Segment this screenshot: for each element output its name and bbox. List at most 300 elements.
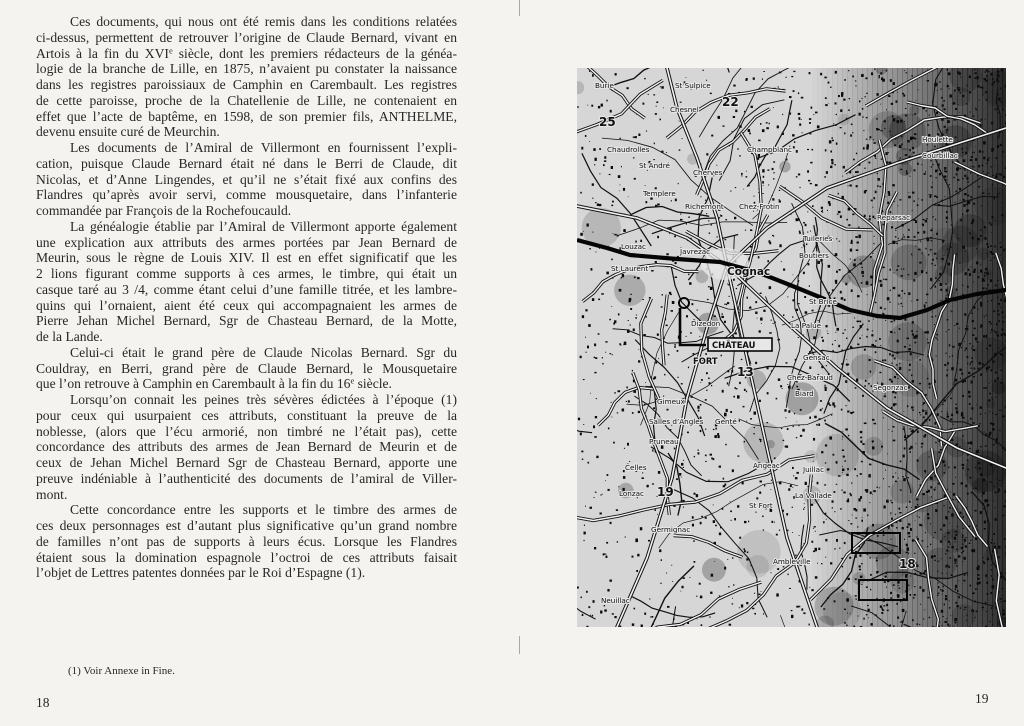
map-speckle <box>947 86 948 87</box>
map-speckle <box>968 201 971 204</box>
map-speckle <box>857 242 859 244</box>
map-speckle <box>669 292 671 294</box>
map-speckle <box>885 393 886 394</box>
map-speckle <box>943 255 944 256</box>
map-speckle <box>711 574 713 577</box>
map-speckle <box>902 306 904 307</box>
map-speckle <box>720 215 722 217</box>
map-speckle <box>994 330 995 332</box>
map-speckle <box>807 232 808 233</box>
map-speckle <box>984 272 985 274</box>
map-speckle <box>1000 202 1001 203</box>
map-speckle <box>767 170 769 171</box>
map-speckle <box>793 90 795 92</box>
map-label: Burie <box>595 81 614 90</box>
map-speckle <box>928 517 930 519</box>
map-speckle <box>595 492 597 493</box>
map-speckle <box>842 590 844 592</box>
map-speckle <box>985 268 987 271</box>
map-speckle <box>759 439 760 441</box>
map-speckle <box>788 410 790 413</box>
map-speckle <box>866 281 869 285</box>
map-speckle <box>955 191 957 193</box>
map-speckle <box>606 100 607 102</box>
map-speckle <box>888 528 889 529</box>
map-speckle <box>912 75 913 77</box>
map-speckle <box>1003 176 1005 179</box>
map-speckle <box>960 512 962 514</box>
map-speckle <box>760 123 761 125</box>
map-speckle <box>688 367 689 369</box>
map-speckle <box>599 248 600 249</box>
map-speckle <box>872 494 873 495</box>
map-speckle <box>758 140 761 142</box>
map-speckle <box>792 507 793 508</box>
map-speckle <box>998 332 999 333</box>
map-speckle <box>940 541 942 543</box>
map-label: Chez-Frotin <box>739 202 780 211</box>
map-speckle <box>753 196 754 197</box>
map-speckle <box>1001 117 1002 118</box>
map-speckle <box>956 173 958 175</box>
map-speckle <box>901 144 903 145</box>
map-speckle <box>879 77 880 79</box>
body-text-line: cation, puisque Claude Bernard était né dans le Berri de Claude, dit <box>36 155 457 171</box>
map-speckle <box>588 606 590 608</box>
map-speckle <box>990 323 992 324</box>
map-speckle <box>966 103 967 104</box>
map-speckle <box>875 340 877 341</box>
map-speckle <box>896 243 898 244</box>
map-speckle <box>783 440 785 441</box>
map-speckle <box>794 141 795 143</box>
map-speckle <box>883 478 884 479</box>
map-speckle <box>719 533 721 536</box>
map-speckle <box>998 297 999 298</box>
map-speckle <box>594 372 596 373</box>
map-speckle <box>942 590 944 592</box>
map-speckle <box>945 283 946 285</box>
map-speckle <box>634 178 636 180</box>
map-speckle <box>995 332 997 334</box>
map-speckle <box>745 230 746 231</box>
map-speckle <box>997 74 1000 78</box>
map-speckle <box>915 246 916 247</box>
map-speckle <box>961 373 963 375</box>
map-speckle <box>955 108 957 110</box>
map-speckle <box>604 605 605 606</box>
map-speckle <box>598 106 600 109</box>
map-speckle <box>733 116 735 118</box>
map-speckle <box>970 418 972 420</box>
map-speckle <box>927 233 928 234</box>
map-speckle <box>870 574 872 576</box>
map-speckle <box>910 428 912 429</box>
map-speckle <box>985 387 987 389</box>
map-speckle <box>877 535 879 537</box>
map-speckle <box>993 500 994 501</box>
map-speckle <box>1001 486 1003 487</box>
map-speckle <box>926 272 928 274</box>
map-speckle <box>947 362 949 364</box>
map-speckle <box>623 188 625 191</box>
map-speckle <box>981 119 983 120</box>
map-speckle <box>882 609 884 611</box>
map-speckle <box>623 476 626 479</box>
map-speckle <box>826 365 827 366</box>
map-speckle <box>987 558 989 560</box>
map-speckle <box>760 440 761 442</box>
map-speckle <box>885 320 886 321</box>
map-speckle <box>813 551 815 553</box>
map-speckle <box>866 147 868 150</box>
map-speckle <box>710 93 712 94</box>
map-speckle <box>953 499 954 500</box>
map-speckle <box>910 353 912 356</box>
map-speckle <box>671 565 672 566</box>
map-speckle <box>945 295 946 296</box>
map-speckle <box>959 446 960 447</box>
map-speckle <box>828 103 829 104</box>
body-text-line: effet que l’acte de baptême, en 1598, de son premier fils, ANTHELME, <box>36 108 457 124</box>
map-speckle <box>955 202 956 203</box>
map-speckle <box>949 557 950 559</box>
map-speckle <box>945 553 946 554</box>
map-label: Louzac <box>621 242 646 251</box>
map-speckle <box>870 492 872 495</box>
map-speckle <box>935 286 937 288</box>
map-speckle <box>868 617 869 618</box>
map-speckle <box>895 514 896 515</box>
map-speckle <box>970 585 972 587</box>
map-speckle <box>900 622 901 623</box>
map-speckle <box>688 217 690 218</box>
map-speckle <box>905 575 908 578</box>
map-speckle <box>594 344 596 347</box>
map-speckle <box>614 320 616 323</box>
map-speckle <box>947 416 950 418</box>
map-speckle <box>739 537 741 539</box>
map-speckle <box>941 625 942 626</box>
map-speckle <box>978 309 979 310</box>
map-speckle <box>919 383 921 385</box>
map-speckle <box>965 485 967 488</box>
body-text-line: La généalogie établie par l’Amiral de Villermont apporte également <box>70 218 457 234</box>
map-speckle <box>660 119 662 121</box>
map-speckle <box>952 355 953 357</box>
map-speckle <box>630 294 632 295</box>
map-speckle <box>955 534 957 536</box>
map-speckle <box>686 77 687 78</box>
map-speckle <box>874 423 877 425</box>
map-speckle <box>658 358 659 359</box>
body-text-line: quins qui l’ornaient, aient été ceux qui accompagnaient les armes de <box>36 297 457 313</box>
map-speckle <box>967 286 969 288</box>
map-speckle <box>824 484 826 485</box>
map-speckle <box>961 413 963 416</box>
map-speckle <box>705 353 706 355</box>
paragraph <box>36 14 457 140</box>
map-shade-blob <box>977 248 989 260</box>
map-label: Salles d’Angles <box>649 417 704 426</box>
map-speckle <box>689 282 691 285</box>
map-speckle <box>939 561 940 562</box>
map-speckle <box>953 177 955 178</box>
map-speckle <box>706 372 708 374</box>
map-speckle <box>999 348 1000 349</box>
map-speckle <box>982 610 983 611</box>
map-speckle <box>844 622 846 623</box>
map-speckle <box>918 249 921 251</box>
map-speckle <box>755 312 757 315</box>
map-speckle <box>653 94 655 95</box>
map-speckle <box>992 399 993 400</box>
map-speckle <box>968 421 969 422</box>
map-speckle <box>983 95 984 96</box>
map-speckle <box>926 218 928 219</box>
map-speckle <box>859 565 861 567</box>
map-speckle <box>914 553 915 554</box>
map-speckle <box>636 314 637 315</box>
map-speckle <box>738 455 740 456</box>
map-speckle <box>875 351 877 353</box>
map-speckle <box>949 356 950 357</box>
map-speckle <box>700 522 702 525</box>
map-speckle <box>971 313 973 314</box>
map-speckle <box>817 482 819 485</box>
map-speckle <box>843 166 845 169</box>
map-speckle <box>799 231 801 233</box>
map-speckle <box>992 83 994 85</box>
map-speckle <box>609 174 611 175</box>
map-speckle <box>911 407 914 409</box>
map-speckle <box>619 191 620 192</box>
map-speckle <box>902 609 905 612</box>
map-speckle <box>997 145 999 148</box>
map-speckle <box>967 363 968 365</box>
map-speckle <box>983 287 985 289</box>
map-speckle <box>991 369 993 371</box>
map-speckle <box>678 377 679 378</box>
map-speckle <box>622 409 625 412</box>
map-speckle <box>850 249 852 252</box>
map-speckle <box>844 609 846 610</box>
map-speckle <box>992 184 993 186</box>
map-speckle <box>947 411 948 412</box>
map-speckle <box>970 540 972 541</box>
map-speckle <box>916 565 918 568</box>
body-text-line <box>36 46 457 62</box>
map-speckle <box>825 444 827 446</box>
map-shade-blob <box>851 354 877 380</box>
page-number-left: 18 <box>36 695 50 710</box>
map-speckle <box>950 94 952 97</box>
map-shade-blob <box>838 114 850 126</box>
map-speckle <box>946 289 948 292</box>
map-speckle <box>1000 598 1002 600</box>
map-speckle <box>829 405 831 406</box>
map-speckle <box>889 302 891 303</box>
map-speckle <box>776 593 779 596</box>
map-speckle <box>694 561 696 563</box>
map-speckle <box>968 395 970 397</box>
map-speckle <box>767 392 769 394</box>
map-speckle <box>988 399 990 401</box>
map-speckle <box>903 478 906 481</box>
map-speckle <box>849 185 851 187</box>
map-speckle <box>798 113 801 115</box>
map-speckle <box>873 490 876 492</box>
map-speckle <box>962 561 963 562</box>
map-speckle <box>968 269 970 271</box>
map-speckle <box>935 442 936 443</box>
map-speckle <box>980 269 983 272</box>
map-speckle <box>914 272 916 275</box>
map-speckle <box>1003 609 1005 611</box>
map-speckle <box>724 321 726 323</box>
paragraph <box>36 140 457 219</box>
map-speckle <box>743 406 745 408</box>
map-speckle <box>755 301 757 303</box>
body-text-line: de la Lande. <box>36 329 103 344</box>
map-speckle <box>628 320 629 321</box>
map-speckle <box>862 395 864 397</box>
superscript: e <box>168 44 173 55</box>
map-speckle <box>877 487 879 488</box>
map-speckle <box>1005 553 1006 555</box>
map-speckle <box>997 377 999 379</box>
map-speckle <box>1003 515 1005 516</box>
map-shade-blob <box>841 274 851 284</box>
map-speckle <box>949 607 950 609</box>
map-speckle <box>846 219 848 220</box>
map-speckle <box>884 581 886 583</box>
map-speckle <box>598 299 600 301</box>
map-speckle <box>892 363 893 364</box>
map-speckle <box>931 166 932 167</box>
map-speckle <box>838 95 840 97</box>
map-speckle <box>747 552 749 554</box>
map-speckle <box>904 319 906 321</box>
map-label: St Sulpice <box>675 81 711 90</box>
map-speckle <box>783 314 784 316</box>
map-speckle <box>923 493 926 495</box>
map-speckle <box>809 285 810 286</box>
map-speckle <box>773 107 774 108</box>
map-speckle <box>592 232 593 233</box>
map-speckle <box>699 336 700 337</box>
map-speckle <box>799 535 800 536</box>
map-speckle <box>889 269 891 271</box>
map-speckle <box>832 500 834 502</box>
map-speckle <box>986 80 988 83</box>
map-label: St André <box>639 161 670 170</box>
map-speckle <box>855 509 857 512</box>
map-speckle <box>620 138 621 140</box>
map-speckle <box>968 391 970 394</box>
map-speckle <box>961 347 962 348</box>
map-speckle <box>594 357 596 358</box>
map-chateau-label: CHÂTEAU <box>712 340 756 350</box>
map-speckle <box>906 72 908 73</box>
map-speckle <box>769 286 772 289</box>
map-speckle <box>869 140 870 141</box>
map-speckle <box>866 93 867 94</box>
map-speckle <box>951 311 952 312</box>
map-speckle <box>724 413 727 417</box>
map-speckle <box>700 382 701 383</box>
map-speckle <box>860 259 861 260</box>
map-speckle <box>832 344 833 346</box>
map-speckle <box>848 109 849 111</box>
map-speckle <box>604 609 607 611</box>
map-speckle <box>940 622 941 623</box>
map-speckle <box>935 177 937 178</box>
body-text-line: Nicolas, et d’Anne Lingendes, et qu’il ne s’était fixé aux confins des <box>36 171 457 187</box>
map-speckle <box>752 608 754 610</box>
map-speckle <box>974 269 976 271</box>
map-speckle <box>977 578 980 580</box>
map-speckle <box>674 448 676 450</box>
map-speckle <box>817 563 818 564</box>
map-speckle <box>666 573 667 574</box>
map-speckle <box>787 428 789 430</box>
map-speckle <box>796 176 798 177</box>
map-speckle <box>659 549 661 552</box>
map-speckle <box>957 179 959 181</box>
map-speckle <box>972 357 974 359</box>
map-speckle <box>985 237 987 240</box>
map-speckle <box>686 336 687 337</box>
map-speckle <box>793 146 795 148</box>
map-speckle <box>758 256 760 258</box>
map-speckle <box>653 407 655 409</box>
map-speckle <box>751 106 753 108</box>
map-speckle <box>994 546 997 549</box>
body-text-line: ces deux personnages est d’autant plus significative qu’un grand nombre <box>36 518 457 533</box>
map-speckle <box>602 357 603 358</box>
map-speckle <box>763 185 764 186</box>
map-speckle <box>813 528 814 529</box>
map-speckle <box>735 187 736 188</box>
map-speckle <box>868 162 870 164</box>
map-speckle <box>862 443 864 445</box>
map-speckle <box>931 240 933 241</box>
map-speckle <box>1005 316 1006 318</box>
map-speckle <box>975 467 977 468</box>
map-speckle <box>914 236 916 238</box>
map-speckle <box>948 625 949 626</box>
map-speckle <box>869 502 870 503</box>
map-speckle <box>801 247 802 248</box>
map-speckle <box>610 580 612 582</box>
map-speckle <box>746 602 748 604</box>
map-speckle <box>974 152 975 153</box>
map-speckle <box>924 331 926 333</box>
map-speckle <box>992 624 993 625</box>
map-speckle <box>801 608 803 610</box>
map-speckle <box>778 378 780 381</box>
body-text-line: une explication aux attributs des armes portées par Jean Bernard de <box>36 234 457 250</box>
map-speckle <box>975 337 977 340</box>
map-speckle <box>969 273 971 276</box>
map-speckle <box>857 344 859 346</box>
map-speckle <box>692 516 694 519</box>
map-speckle <box>946 331 947 332</box>
map-speckle <box>772 521 774 523</box>
map-speckle <box>927 513 929 516</box>
map-speckle <box>726 409 728 412</box>
